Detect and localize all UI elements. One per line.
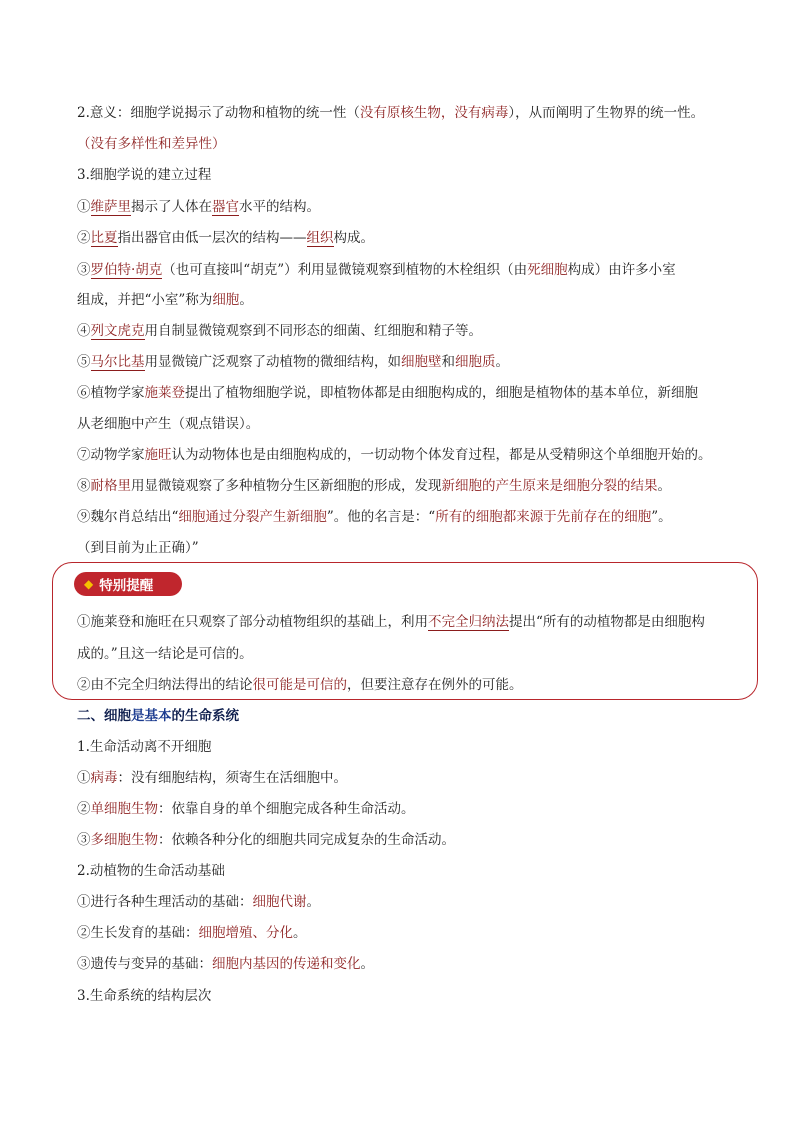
item-text: 。 <box>657 478 671 494</box>
item-text: 。 <box>360 956 374 972</box>
process-item-6-cont <box>77 414 259 434</box>
item-text: ③遗传与变异的基础： <box>77 956 212 972</box>
item-number: ③ <box>77 262 91 278</box>
keyword: 细胞通过分裂产生新细胞 <box>178 509 327 525</box>
subsection-1-item-3 <box>77 830 455 850</box>
process-item-2 <box>77 228 374 248</box>
item-number: ④ <box>77 323 91 339</box>
item-text: ⑨魏尔肖总结出“ <box>77 509 179 525</box>
item-text: 。 <box>239 292 253 308</box>
item-text: ：依赖各种分化的细胞共同完成复杂的生命活动。 <box>158 832 455 848</box>
item-text: 指出器官由低一层次的结构—— <box>117 230 307 246</box>
keyword: 组织 <box>306 230 334 246</box>
item-text: ①进行各种生理活动的基础： <box>77 894 253 910</box>
process-item-3 <box>77 260 676 280</box>
process-title <box>77 165 211 185</box>
process-item-1 <box>77 197 320 217</box>
heading-text: 的生命系统 <box>171 708 239 724</box>
tip-badge <box>74 572 182 596</box>
scientist-name: 列文虎克 <box>90 323 145 339</box>
scientist-name: 施莱登 <box>144 385 185 401</box>
tip-text: ①施莱登和施旺在只观察了部分动植物组织的基础上，利用 <box>77 614 428 630</box>
subsection-title-text: 2.动植物的生命活动基础 <box>77 863 225 879</box>
scientist-name: 罗伯特·胡克 <box>90 262 163 278</box>
meaning-highlight: 没有原核生物，没有病毒 <box>359 105 509 121</box>
keyword: 病毒 <box>90 770 118 786</box>
item-text: 用显微镜观察了多种植物分生区新细胞的形成，发现 <box>131 478 442 494</box>
scientist-name: 维萨里 <box>90 199 131 215</box>
meaning-text-end: ），从而阐明了生物界的统一性。 <box>508 105 705 121</box>
process-item-9 <box>77 507 672 527</box>
item-text: ”。 <box>651 509 672 525</box>
meaning-note <box>77 134 226 154</box>
heading-highlight: 是基本 <box>131 708 172 724</box>
scientist-name: 耐格里 <box>90 478 131 494</box>
meaning-text: 2.意义：细胞学说揭示了动物和植物的统一性（ <box>77 105 360 121</box>
keyword: 细胞代谢 <box>252 894 307 910</box>
tip-line-3 <box>77 675 523 695</box>
process-item-4 <box>77 321 482 341</box>
tip-text: ②由不完全归纳法得出的结论 <box>77 677 253 693</box>
item-number: ② <box>77 230 91 246</box>
tip-text: ，但要注意存在例外的可能。 <box>347 677 523 693</box>
subsection-title-text: 1.生命活动离不开细胞 <box>77 739 212 755</box>
subsection-2-title <box>77 861 225 881</box>
subsection-title-text: 3.生命系统的结构层次 <box>77 988 212 1004</box>
keyword: 多细胞生物 <box>90 832 158 848</box>
item-text: ②生长发育的基础： <box>77 925 199 941</box>
process-title-text: 3.细胞学说的建立过程 <box>77 167 212 183</box>
item-text: （到目前为止正确）” <box>77 540 199 556</box>
item-text: 组成，并把“小室”称为 <box>77 292 213 308</box>
item-text: 。 <box>293 925 307 941</box>
item-text: 用显微镜广泛观察了动植物的微细结构，如 <box>144 354 401 370</box>
item-number: ② <box>77 801 91 817</box>
item-text: 构成。 <box>333 230 374 246</box>
item-text: ⑥植物学家 <box>77 385 145 401</box>
diamond-icon: ◆ <box>84 577 94 591</box>
keyword: 细胞内基因的传递和变化 <box>212 956 361 972</box>
keyword: 细胞壁 <box>401 354 442 370</box>
quote: 所有的细胞都来源于先前存在的细胞 <box>435 509 652 525</box>
item-text: 。 <box>495 354 509 370</box>
item-number: ⑤ <box>77 354 91 370</box>
item-text: 从老细胞中产生（观点错误）。 <box>77 416 260 432</box>
meaning-note-text: （没有多样性和差异性） <box>77 136 226 152</box>
item-text: 和 <box>441 354 455 370</box>
keyword: 新细胞的产生原来是细胞分裂的结果 <box>441 478 658 494</box>
item-number: ⑧ <box>77 478 91 494</box>
item-text: 揭示了人体在 <box>131 199 212 215</box>
tip-text: 提出“所有的动植物都是由细胞构 <box>509 614 705 630</box>
tip-line-2 <box>77 644 253 664</box>
item-number: ① <box>77 199 91 215</box>
process-item-3-cont <box>77 290 253 310</box>
keyword: 器官 <box>212 199 239 215</box>
subsection-1-item-1 <box>77 768 347 788</box>
item-text: 认为动物体也是由细胞构成的，一切动物个体发育过程，都是从受精卵这个单细胞开始的。 <box>171 447 712 463</box>
tip-keyword: 不完全归纳法 <box>428 614 509 630</box>
item-text: ：没有细胞结构，须寄生在活细胞中。 <box>117 770 347 786</box>
subsection-2-item-1 <box>77 892 320 912</box>
process-item-7 <box>77 445 712 465</box>
keyword: 死细胞 <box>527 262 568 278</box>
item-text: 。 <box>306 894 320 910</box>
tip-line-1 <box>77 612 705 632</box>
keyword: 细胞 <box>212 292 240 308</box>
scientist-name: 马尔比基 <box>90 354 145 370</box>
item-number: ① <box>77 770 91 786</box>
subsection-1-title <box>77 737 211 757</box>
keyword: 细胞质 <box>455 354 496 370</box>
tip-text: 成的。”且这一结论是可信的。 <box>77 646 253 662</box>
subsection-3-title <box>77 986 211 1006</box>
item-text: ：依靠自身的单个细胞完成各种生命活动。 <box>158 801 415 817</box>
keyword: 细胞增殖、分化 <box>198 925 293 941</box>
item-text: ⑦动物学家 <box>77 447 145 463</box>
item-number: ③ <box>77 832 91 848</box>
process-item-8 <box>77 476 671 496</box>
item-text: （也可直接叫“胡克”）利用显微镜观察到植物的木栓组织（由 <box>162 262 528 278</box>
tip-title: 特别提醒 <box>99 578 154 594</box>
subsection-2-item-3 <box>77 954 374 974</box>
process-item-6 <box>77 383 698 403</box>
item-text: 用自制显微镜观察到不同形态的细菌、红细胞和精子等。 <box>144 323 482 339</box>
section-2-heading <box>77 706 239 726</box>
meaning-line <box>77 103 704 123</box>
scientist-name: 施旺 <box>144 447 172 463</box>
subsection-2-item-2 <box>77 923 307 943</box>
keyword: 单细胞生物 <box>90 801 158 817</box>
item-text: 水平的结构。 <box>239 199 320 215</box>
item-text: 构成）由许多小室 <box>567 262 676 278</box>
item-text: 提出了植物细胞学说，即植物体都是由细胞构成的，细胞是植物体的基本单位，新细胞 <box>185 385 698 401</box>
scientist-name: 比夏 <box>90 230 118 246</box>
subsection-1-item-2 <box>77 799 415 819</box>
heading-text: 二、细胞 <box>77 708 131 724</box>
process-item-5 <box>77 352 509 372</box>
tip-keyword: 很可能是可信的 <box>252 677 347 693</box>
item-text: ”。他的名言是：“ <box>326 509 436 525</box>
process-item-9-cont <box>77 538 199 558</box>
